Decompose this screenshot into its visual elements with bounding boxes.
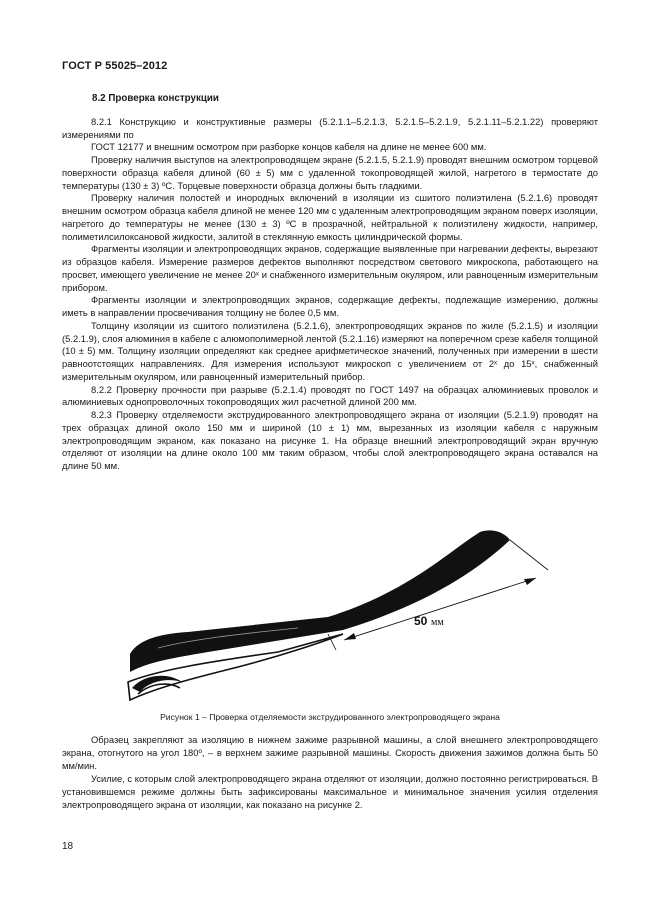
dimension-unit: мм [431, 617, 444, 628]
paragraph: Проверку наличия выступов на электропроводящем экране (5.2.1.5, 5.2.1.9) проводят внешним осмотром торцевой поверхности образца кабеля длиной (60 ± 5) мм с удаленной токопроводящей жилой, нагретого в термостате до температуры (130 ± 3) ºС. Торцевые поверхности образца должны быть гладкими. [62, 154, 598, 191]
paragraph: 8.2.3 Проверку отделяемости экструдированного электропроводящего экрана от изоляции (5.2.1.9) проводят на трех образцах длиной около 150 мм и шириной (10 ± 1) мм, вырезанных из изоляции кабеля с наружным электропроводящим экраном, как показано на рисунке 1. На образце внешний электропроводящий экран вручную отделяют от изоляции на длине около 100 мм таким образом, чтобы слой электропроводящего экрана оставался на длине 50 мм. [62, 409, 598, 471]
main-text [62, 93, 598, 473]
main-text-continued [62, 733, 598, 811]
document-header: ГОСТ Р 55025–2012 [62, 60, 168, 72]
dimension-value: 50 [414, 614, 428, 628]
paragraph: Фрагменты изоляции и электропроводящих экранов, содержащие дефекты, подлежащие измерению, должны иметь в направлении просвечивания толщину не более 0,5 мм. [62, 294, 598, 318]
paragraph: Образец закрепляют за изоляцию в нижнем зажиме разрывной машины, а слой внешнего электропроводящего экрана, отогнутого на угол 180º, – в верхнем зажиме разрывной машины. Скорость движения зажимов должна быть 50 мм/мин. [62, 734, 598, 771]
paragraph: 8.2.1 Конструкцию и конструктивные размеры (5.2.1.1–5.2.1.3, 5.2.1.5–5.2.1.9, 5.2.1.11–5.2.1.22) проверяют измерениями по [62, 115, 598, 140]
arrow-left-icon [344, 633, 356, 640]
arrow-right-icon [524, 578, 536, 585]
paragraph: Фрагменты изоляции и электропроводящих экранов, содержащие выявленные при нагревании дефекты, вырезают из образцов кабеля. Измерение размеров дефектов выполняют посредством светового микроскопа, работающего на просвет, имеющего увеличение не менее 20ˣ и снабженного измерительным окуляром, или равноценным измерительным прибором. [62, 243, 598, 293]
paragraph: ГОСТ 12177 и внешним осмотром при разборке концов кабеля на длине не менее 600 мм. [91, 141, 487, 153]
figure-caption: Рисунок 1 – Проверка отделяемости экструдированного электропроводящего экрана [160, 712, 500, 722]
paragraph: 8.2.2 Проверку прочности при разрыве (5.2.1.4) проводят по ГОСТ 1497 на образцах алюминиевых проволок и алюминиевых однопроволочных токопроводящих жил расчетной длиной 200 мм. [62, 383, 598, 408]
extension-line-right [510, 540, 548, 570]
screen-layer-shape [130, 530, 510, 672]
figure-1 [118, 522, 558, 712]
paragraph: Проверку наличия полостей и инородных включений в изоляции из сшитого полиэтилена (5.2.1.6) проводят внешним осмотром образца кабеля длиной не менее 120 мм с удаленным электропроводящим экраном поверх изоляции, нагретого до температуры не менее (130 ± 3) ºС в прозрачной, нейтральной к полиэтилену жидкости, например, полиметилсилоксановой жидкости, залитой в стеклянную емкость цилиндрической формы. [62, 192, 599, 242]
page-number: 18 [62, 841, 74, 852]
paragraph: Усилие, с которым слой электропроводящего экрана отделяют от изоляции, должно постоянно регистрироваться. В установившемся режиме должны быть зафиксированы максимальное и минимальное значения усилия отделения электропроводящего экрана от изоляции, как показано на рисунке 2. [62, 773, 598, 810]
section-title: 8.2 Проверка конструкции [92, 93, 219, 104]
cable-sample-illustration [118, 522, 558, 712]
paragraph: Толщину изоляции из сшитого полиэтилена (5.2.1.6), электропроводящих экранов по жиле (5.2.1.5) и изоляции (5.2.1.9), слоя алюминия в кабеле с алюмополимерной лентой (5.2.1.16) измеряют на поперечном срезе кабеля толщиной (10 ± 5) мм. Толщину изоляции определяют как среднее арифметическое значений, полученных при измерении в шести равноотстоящих направлениях. Для измерения используют микроскоп с увеличением от 2ˣ до 15ˣ, снабженный измерительным окуляром, или равноценный измерительный прибор. [62, 319, 598, 382]
